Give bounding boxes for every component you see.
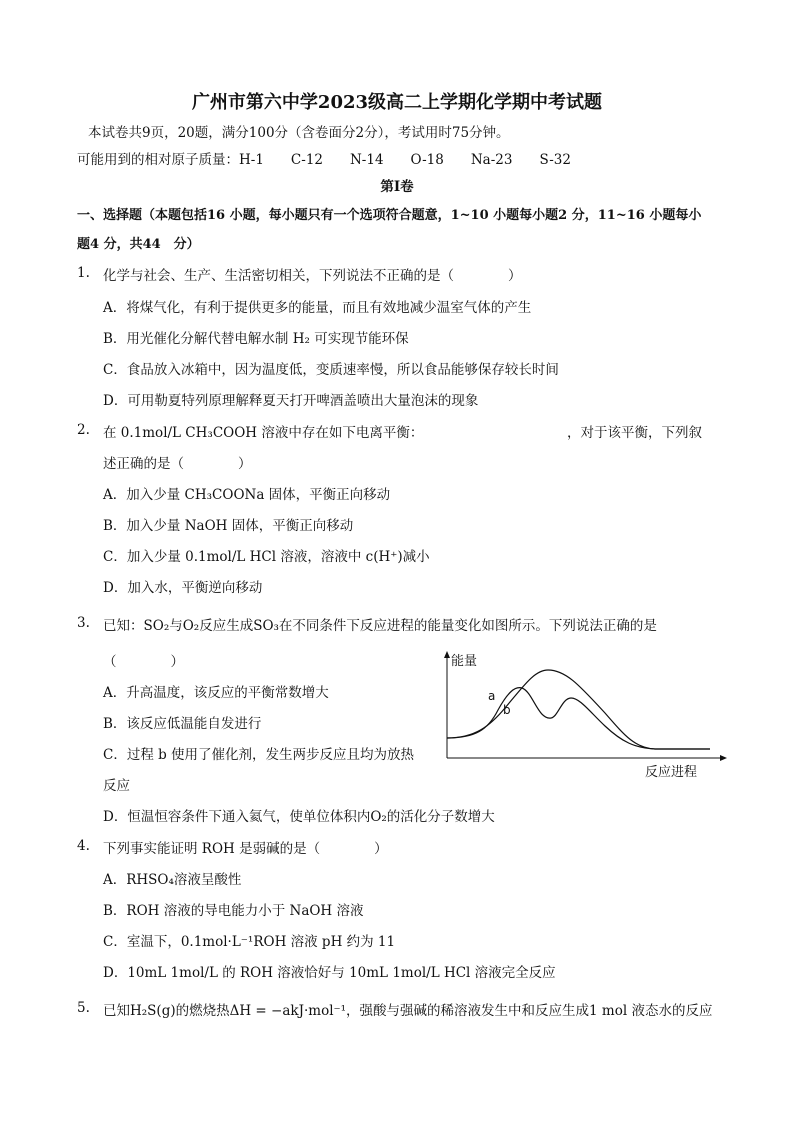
section-heading-line1: 一、选择题（本题包括16 小题，每小题只有一个选项符合题意，1~10 小题每小题2 分，11~16 小题每小: [77, 208, 702, 223]
question-number: 3.: [77, 615, 90, 631]
option-a: A．RHSO₄溶液呈酸性: [103, 872, 242, 888]
option-a: A．加入少量 CH₃COONa 固体，平衡正向移动: [103, 487, 391, 503]
exam-intro: 本试卷共9页，20题，满分100分（含卷面分2分），考试用时75分钟。: [88, 125, 510, 141]
curve-b-label: b: [503, 703, 511, 717]
question-stem: 在 0.1mol/L CH₃COOH 溶液中存在如下电离平衡：: [103, 425, 424, 441]
question-stem: 化学与社会、生产、生活密切相关，下列说法不正确的是（ ）: [103, 268, 522, 284]
question-number: 5.: [77, 1000, 90, 1016]
option-d: D．恒温恒容条件下通入氦气，使单位体积内O₂的活化分子数增大: [103, 809, 495, 825]
option-d: D．可用勒夏特列原理解释夏天打开啤酒盖喷出大量泡沫的现象: [103, 393, 479, 409]
answer-paren: （ ）: [103, 654, 184, 670]
question-number: 2.: [77, 422, 90, 438]
option-a: A．升高温度，该反应的平衡常数增大: [103, 685, 329, 701]
atomic-masses: 可能用到的相对原子质量：H-1 C-12 N-14 O-18 Na-23 S-32: [77, 152, 571, 168]
question-stem: 下列事实能证明 ROH 是弱碱的是（ ）: [103, 841, 388, 857]
page-title: 广州市第六中学2023级高二上学期化学期中考试题: [191, 92, 603, 113]
question-stem-line2: 述正确的是（ ）: [103, 456, 252, 472]
curve-b: [447, 688, 710, 749]
option-d: D．10mL 1mol/L 的 ROH 溶液恰好与 10mL 1mol/L HCl 溶液完全反应: [103, 965, 556, 981]
option-c: C．加入少量 0.1mol/L HCl 溶液，溶液中 c(H⁺)减小: [103, 549, 430, 565]
option-b: B．该反应低温能自发进行: [103, 716, 262, 732]
x-axis-arrow: [720, 755, 727, 761]
curve-a-label: a: [488, 689, 496, 703]
option-d: D．加入水，平衡逆向移动: [103, 580, 263, 596]
option-c: C．室温下，0.1mol·L⁻¹ROH 溶液 pH 约为 11: [103, 934, 396, 950]
question-number: 4.: [77, 838, 90, 854]
question-stem: 已知H₂S(g)的燃烧热ΔH = −akJ·mol⁻¹，强酸与强碱的稀溶液发生中和反应生成1 mol 液态水的反应: [103, 1003, 713, 1019]
option-c: C．食品放入冰箱中，因为温度低，变质速率慢，所以食品能够保存较长时间: [103, 362, 559, 378]
section-heading-line2: 题4 分，共44 分）: [77, 237, 200, 252]
y-axis-label: 能量: [451, 654, 478, 669]
option-c: C．过程 b 使用了催化剂，发生两步反应且均为放热: [103, 747, 415, 763]
option-b: B．ROH 溶液的导电能力小于 NaOH 溶液: [103, 903, 364, 919]
question-stem: 已知：SO₂与O₂反应生成SO₃在不同条件下反应进程的能量变化如图所示。下列说法正确的是: [103, 618, 657, 634]
volume-heading: 第Ⅰ卷: [380, 179, 414, 195]
option-c-continued: 反应: [103, 778, 130, 794]
energy-profile-diagram: [430, 648, 730, 783]
option-b: B．加入少量 NaOH 固体，平衡正向移动: [103, 518, 354, 534]
x-axis-label: 反应进程: [645, 765, 698, 780]
y-axis-arrow: [444, 651, 450, 658]
question-stem-continued: ，对于该平衡，下列叙: [567, 425, 702, 441]
option-b: B．用光催化分解代替电解水制 H₂ 可实现节能环保: [103, 331, 409, 347]
curve-a: [447, 670, 710, 749]
option-a: A．将煤气化，有利于提供更多的能量，而且有效地减少温室气体的产生: [103, 300, 532, 316]
question-number: 1.: [77, 265, 90, 281]
